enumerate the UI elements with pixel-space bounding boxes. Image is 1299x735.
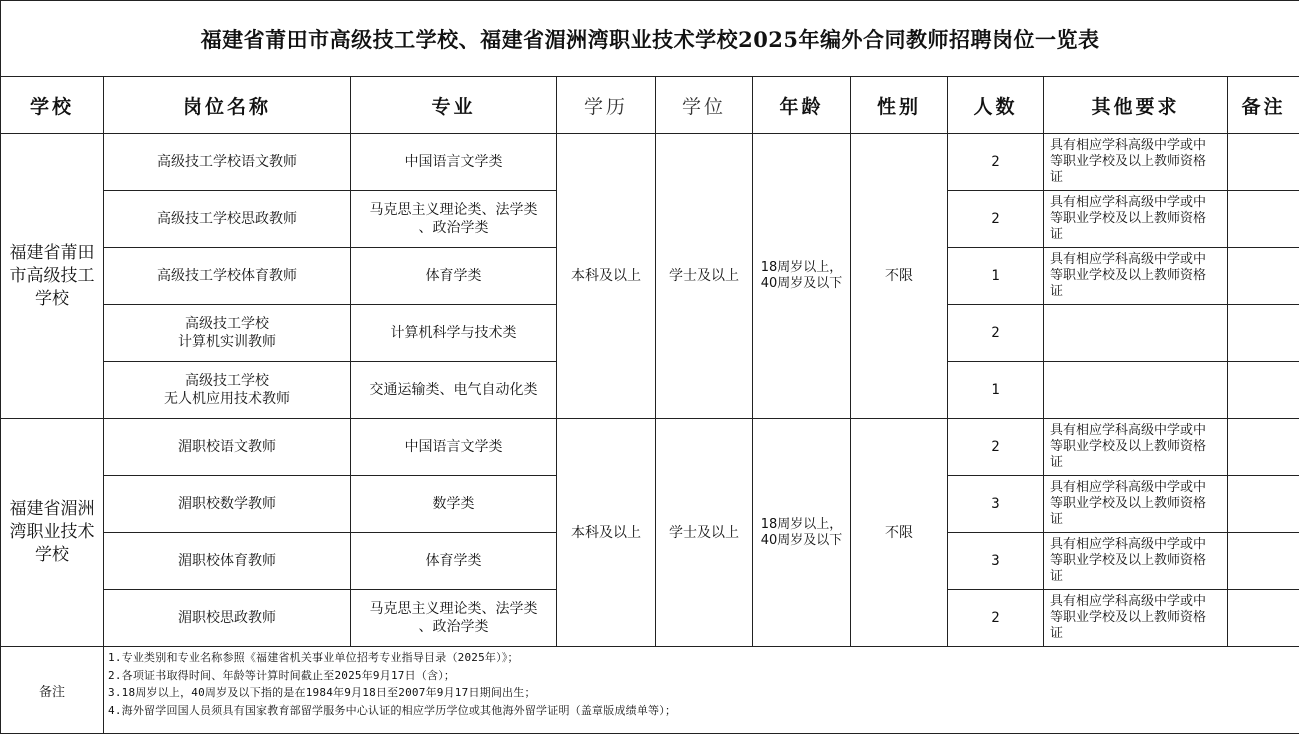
other-req-cell: [1044, 191, 1228, 248]
other-req-cell: [1044, 305, 1228, 362]
other-req-line: 证: [1050, 569, 1064, 584]
other-req-line: 具有相应学科高级中学或中: [1050, 195, 1207, 210]
position-line: 高级技工学校: [185, 316, 269, 332]
major-cell: 中国语言文学类: [351, 134, 557, 191]
remark-cell: [1228, 305, 1299, 362]
count-cell: 2: [948, 134, 1044, 191]
position-cell: 湄职校体育教师: [104, 533, 351, 590]
position-cell: 高级技工学校体育教师: [104, 248, 351, 305]
major-cell: 计算机科学与技术类: [351, 305, 557, 362]
degree-cell: 学士及以上: [656, 134, 753, 419]
other-req-line: 具有相应学科高级中学或中: [1050, 537, 1207, 552]
count-cell: 2: [948, 191, 1044, 248]
note-line: 1.专业类别和专业名称参照《福建省机关事业单位招考专业指导目录（2025年）》；: [108, 651, 519, 664]
gender-cell: 不限: [851, 134, 948, 419]
position-cell: 高级技工学校语文教师: [104, 134, 351, 191]
table-title: 福建省莆田市高级技工学校、福建省湄洲湾职业技术学校2025年编外合同教师招聘岗位一览表: [1, 1, 1299, 77]
header-education: 学历: [557, 77, 656, 134]
major-line: 、政治学类: [418, 619, 489, 635]
header-school: 学校: [1, 77, 104, 134]
note-line: 3.18周岁以上，40周岁及以下指的是在1984年9月18日至2007年9月17日期间出生；: [108, 686, 536, 699]
table-row: [1, 419, 1299, 476]
age-line: 18周岁以上，: [760, 516, 843, 532]
count-cell: 2: [948, 305, 1044, 362]
position-cell: 高级技工学校思政教师: [104, 191, 351, 248]
other-req-line: 具有相应学科高级中学或中: [1050, 423, 1207, 438]
remark-cell: [1228, 419, 1299, 476]
header-age: 年龄: [753, 77, 851, 134]
other-req-line: 证: [1050, 227, 1064, 242]
remark-cell: [1228, 590, 1299, 647]
other-req-cell: [1044, 134, 1228, 191]
education-cell: 本科及以上: [557, 419, 656, 647]
major-cell: [351, 590, 557, 647]
other-req-line: 等职业学校及以上教师资格: [1050, 211, 1207, 226]
major-cell: [351, 191, 557, 248]
count-cell: 1: [948, 248, 1044, 305]
school-name-line: 学校: [35, 288, 69, 309]
major-line: 、政治学类: [418, 220, 489, 236]
other-req-line: 等职业学校及以上教师资格: [1050, 154, 1207, 169]
other-req-line: 证: [1050, 512, 1064, 527]
position-cell: [104, 362, 351, 419]
other-req-line: 证: [1050, 626, 1064, 641]
notes-content: [104, 647, 1299, 734]
other-req-cell: [1044, 590, 1228, 647]
age-line: 40周岁及以下: [760, 276, 843, 291]
age-line: 18周岁以上，: [760, 260, 843, 275]
other-req-line: 等职业学校及以上教师资格: [1050, 439, 1207, 454]
header-count: 人数: [948, 77, 1044, 134]
position-line: 无人机应用技术教师: [164, 391, 290, 407]
other-req-line: 具有相应学科高级中学或中: [1050, 252, 1207, 267]
age-cell: [753, 419, 851, 647]
other-req-cell: [1044, 419, 1228, 476]
header-major: 专业: [351, 77, 557, 134]
remark-cell: [1228, 248, 1299, 305]
other-req-line: 等职业学校及以上教师资格: [1050, 610, 1207, 625]
count-cell: 3: [948, 533, 1044, 590]
note-line: 4.海外留学回国人员须具有国家教育部留学服务中心认证的相应学历学位或其他海外留学证明（盖章版成绩单等）；: [108, 703, 677, 717]
remark-cell: [1228, 476, 1299, 533]
major-cell: 中国语言文学类: [351, 419, 557, 476]
note-line: 2.各项证书取得时间、年龄等计算时间截止至2025年9月17日（含）；: [108, 668, 456, 682]
other-req-line: 等职业学校及以上教师资格: [1050, 268, 1207, 283]
other-req-line: 具有相应学科高级中学或中: [1050, 138, 1207, 153]
header-position: 岗位名称: [104, 77, 351, 134]
major-cell: 数学类: [351, 476, 557, 533]
school-name-cell: [1, 419, 104, 647]
other-req-line: 等职业学校及以上教师资格: [1050, 553, 1207, 568]
school-name-line: 市高级技工: [9, 265, 95, 286]
header-other: 其他要求: [1044, 77, 1228, 134]
other-req-line: 等职业学校及以上教师资格: [1050, 496, 1207, 511]
school-name-cell: [1, 134, 104, 419]
table-row: [1, 134, 1299, 191]
count-cell: 2: [948, 590, 1044, 647]
remark-cell: [1228, 134, 1299, 191]
school-name-line: 福建省莆田: [9, 242, 95, 263]
school-name-line: 学校: [35, 545, 69, 565]
other-req-line: 证: [1050, 455, 1064, 470]
degree-cell: 学士及以上: [656, 419, 753, 647]
remark-cell: [1228, 362, 1299, 419]
major-cell: 体育学类: [351, 533, 557, 590]
major-cell: 体育学类: [351, 248, 557, 305]
major-cell: 交通运输类、电气自动化类: [351, 362, 557, 419]
age-line: 40周岁及以下: [760, 532, 843, 548]
major-line: 马克思主义理论类、法学类: [369, 601, 538, 617]
header-gender: 性别: [851, 77, 948, 134]
position-cell: 湄职校语文教师: [104, 419, 351, 476]
position-line: 高级技工学校: [185, 373, 269, 389]
education-cell: 本科及以上: [557, 134, 656, 419]
count-cell: 2: [948, 419, 1044, 476]
major-line: 马克思主义理论类、法学类: [369, 202, 538, 218]
position-cell: [104, 305, 351, 362]
position-cell: 湄职校数学教师: [104, 476, 351, 533]
age-cell: [753, 134, 851, 419]
position-cell: 湄职校思政教师: [104, 590, 351, 647]
other-req-cell: [1044, 362, 1228, 419]
other-req-cell: [1044, 248, 1228, 305]
remark-cell: [1228, 191, 1299, 248]
header-row: [1, 77, 1299, 134]
school-name-line: 湾职业技术: [9, 522, 95, 542]
header-remark: 备注: [1228, 77, 1299, 134]
other-req-line: 具有相应学科高级中学或中: [1050, 480, 1207, 495]
notes-row: [1, 647, 1299, 734]
header-degree: 学位: [656, 77, 753, 134]
remark-cell: [1228, 533, 1299, 590]
position-line: 计算机实训教师: [178, 334, 276, 350]
other-req-cell: [1044, 533, 1228, 590]
count-cell: 1: [948, 362, 1044, 419]
school-name-line: 福建省湄洲: [9, 499, 95, 519]
notes-label: 备注: [1, 647, 104, 734]
gender-cell: 不限: [851, 419, 948, 647]
count-cell: 3: [948, 476, 1044, 533]
other-req-line: 证: [1050, 170, 1064, 185]
other-req-line: 具有相应学科高级中学或中: [1050, 594, 1207, 609]
other-req-cell: [1044, 476, 1228, 533]
other-req-line: 证: [1050, 284, 1064, 299]
